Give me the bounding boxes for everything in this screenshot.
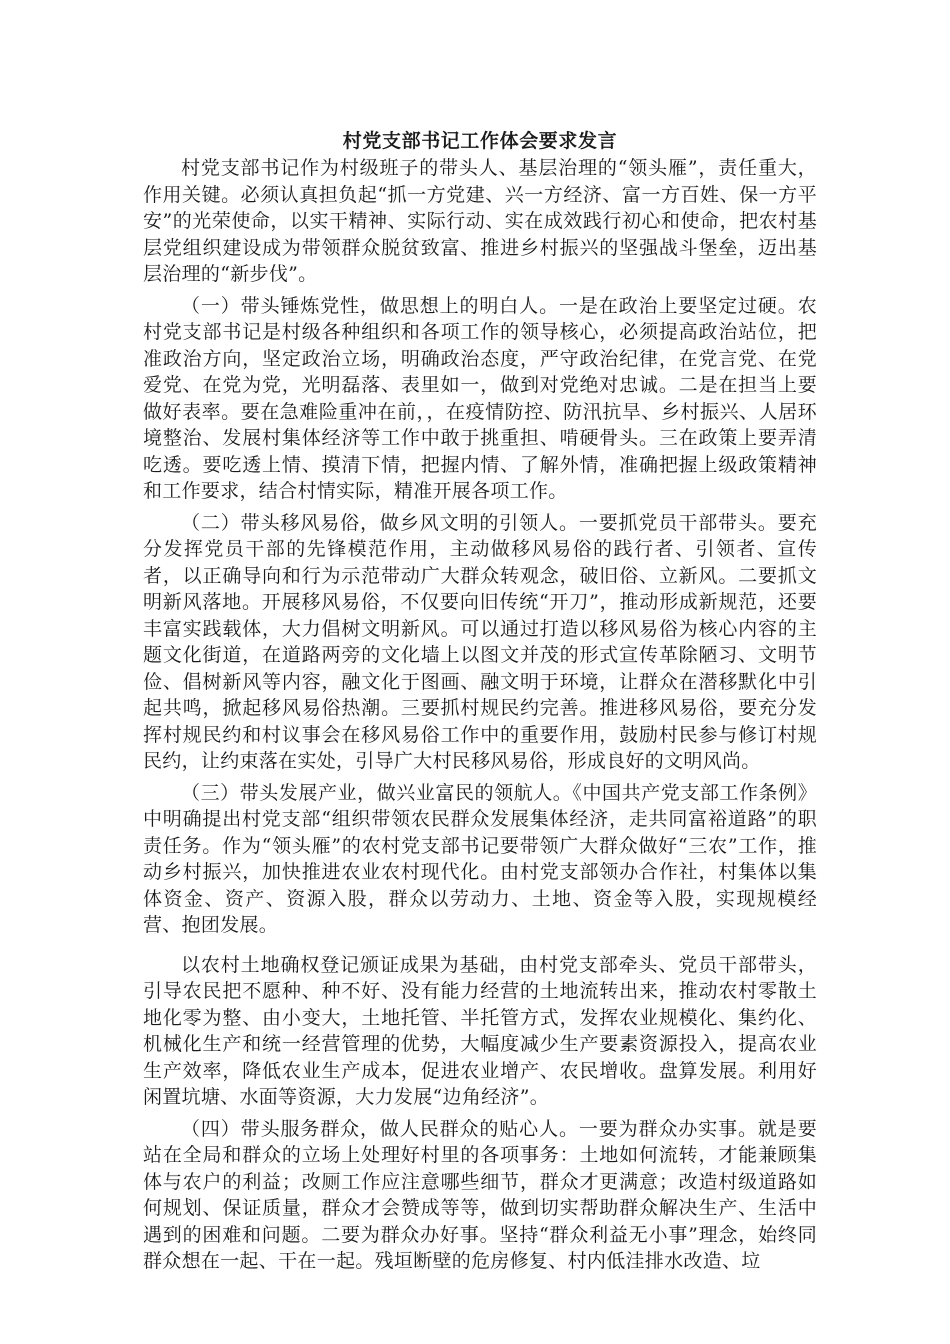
paragraph-section-3-continued: 以农村土地确权登记颁证成果为基础，由村党支部牵头、党员干部带头，引导农民把不愿种、种不好、没有能力经营的土地流转出来，推动农村零散土地化零为整、由小变大，土地托管、半托管方式，发挥农业规模化、集约化、机械化生产和统一经营管理的优势，大幅度减少生产要素资源投入，提高农业生产效率，降低农业生产成本，促进农业增产、农民增收。盘算发展。利用好闲置坑塘、水面等资源，大力发展“边角经济”。 bbox=[143, 953, 817, 1108]
paragraph-section-4: （四）带头服务群众，做人民群众的贴心人。一要为群众办实事。就是要站在全局和群众的立场上处理好村里的各项事务：土地如何流转，才能兼顾集体与农户的利益；改厕工作应注意哪些细节，群众才更满意；改造村级道路如何规划、保证质量，群众才会赞成等等，做到切实帮助群众解决生产、生活中遇到的困难和问题。二要为群众办好事。坚持“群众利益无小事”理念，始终同群众想在一起、干在一起。残垣断壁的危房修复、村内低洼排水改造、垃 bbox=[143, 1117, 817, 1272]
paragraph-section-2: （二）带头移风易俗，做乡风文明的引领人。一要抓党员干部带头。要充分发挥党员干部的先锋模范作用，主动做移风易俗的践行者、引领者、宣传者，以正确导向和行为示范带动广大群众转观念，破旧俗、立新风。二要抓文明新风落地。开展移风易俗，不仅要向旧传统“开刀”，推动形成新规范，还要丰富实践载体，大力倡树文明新风。可以通过打造以移风易俗为核心内容的主题文化街道，在道路两旁的文化墙上以图文并茂的形式宣传革除陋习、文明节俭、倡树新风等内容，融文化于图画、融文明于环境，让群众在潜移默化中引起共鸣，掀起移风易俗热潮。三要抓村规民约完善。推进移风易俗，要充分发挥村规民约和村议事会在移风易俗工作中的重要作用，鼓励村民参与修订村规民约，让约束落在实处，引导广大村民移风易俗，形成良好的文明风尚。 bbox=[143, 511, 817, 772]
paragraph-section-3: （三）带头发展产业，做兴业富民的领航人。《中国共产党支部工作条例》中明确提出村党支部“组织带领农民群众发展集体经济，走共同富裕道路”的职责任务。作为“领头雁”的农村党支部书记要带领广大群众做好“三农”工作，推动乡村振兴，加快推进农业农村现代化。由村党支部领办合作社，村集体以集体资金、资产、资源入股，群众以劳动力、土地、资金等入股，实现规模经营、抱团发展。 bbox=[143, 781, 817, 936]
paragraph-intro: 村党支部书记作为村级班子的带头人、基层治理的“领头雁”，责任重大，作用关键。必须认真担负起“抓一方党建、兴一方经济、富一方百姓、保一方平安”的光荣使命，以实干精神、实际行动、实在成效践行初心和使命，把农村基层党组织建设成为带领群众脱贫致富、推进乡村振兴的坚强战斗堡垒，迈出基层治理的“新步伐”。 bbox=[143, 157, 817, 285]
paragraph-section-1: （一）带头锤炼党性，做思想上的明白人。一是在政治上要坚定过硬。农村党支部书记是村级各种组织和各项工作的领导核心，必须提高政治站位，把准政治方向，坚定政治立场，明确政治态度，严守政治纪律，在党言党、在党爱党、在党为党，光明磊落、表里如一，做到对党绝对忠诚。二是在担当上要做好表率。要在急难险重冲在前，，在疫情防控、防汛抗旱、乡村振兴、人居环境整治、发展村集体经济等工作中敢于挑重担、啃硬骨头。三在政策上要弄清吃透。要吃透上情、摸清下情，把握内情、了解外情，准确把握上级政策精神和工作要求，结合村情实际，精准开展各项工作。 bbox=[143, 294, 817, 502]
document-title: 村党支部书记工作体会要求发言 bbox=[342, 130, 618, 152]
document-body bbox=[143, 128, 817, 1275]
